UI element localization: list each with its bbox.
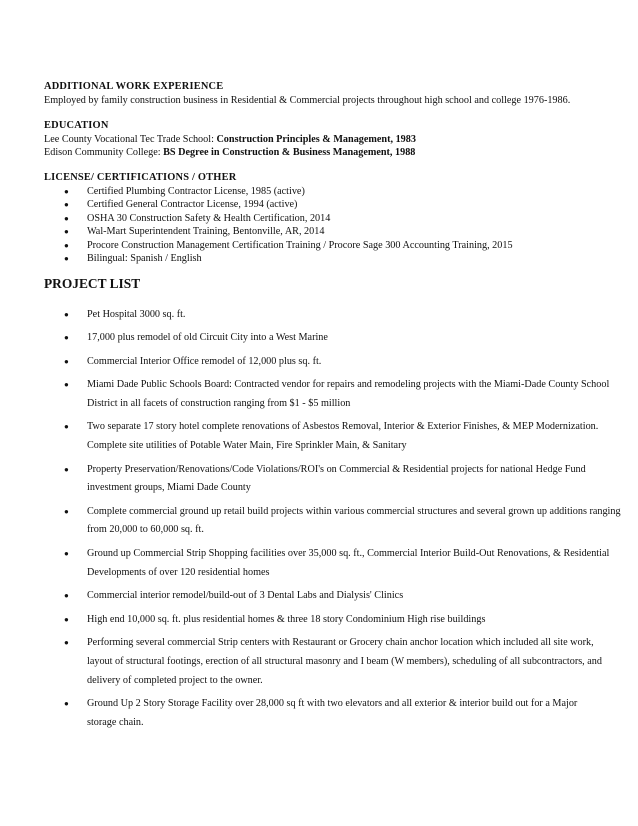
project-line: Complete site utilities of Potable Water Main, Fire Sprinkler Main, & Sanitary	[87, 440, 407, 452]
bullet-icon: ●	[64, 422, 69, 432]
list-item	[44, 198, 604, 212]
list-item	[44, 252, 604, 266]
project-item	[44, 418, 607, 455]
project-item	[44, 503, 621, 540]
project-line: Commercial interior remodel/build-out of 3 Dental Labs and Dialysis' Clinics	[87, 590, 404, 602]
project-item	[44, 329, 607, 348]
license-text: OSHA 30 Construction Safety & Health Certification, 2014	[87, 212, 331, 224]
project-line: investment groups, Miami Dade County	[87, 482, 251, 494]
license-text: Wal-Mart Superintendent Training, Bentonville, AR, 2014	[87, 226, 325, 237]
project-item	[44, 587, 607, 606]
project-item	[44, 376, 610, 413]
project-line: Complete commercial ground up retail build projects within various commercial structures and several grown up additions ranging	[87, 505, 621, 517]
education-section	[44, 119, 604, 160]
list-item	[44, 225, 604, 239]
bullet-icon: ●	[64, 614, 69, 624]
education-line-2	[44, 146, 604, 160]
licenses-section	[44, 171, 604, 266]
education-degree-2: BS Degree in Construction & Business Management, 1988	[163, 147, 416, 158]
bullet-icon: ●	[64, 309, 69, 319]
project-line: District in all facets of construction ranging from $1 - $5 million	[87, 397, 351, 409]
license-text: Certified General Contractor License, 1994 (active)	[87, 199, 298, 210]
project-line: Pet Hospital 3000 sq. ft.	[87, 308, 186, 320]
project-item	[44, 353, 607, 372]
project-line: Commercial Interior Office remodel of 12,000 plus sq. ft.	[87, 355, 322, 367]
bullet-icon: ●	[64, 506, 69, 516]
additional-work-text: Employed by family construction business in Residential & Commercial projects throughout high school and college 1976-1986.	[44, 95, 571, 106]
project-item	[44, 695, 607, 732]
bullet-icon: ●	[64, 200, 69, 209]
project-line: layout of structural footings, erection of all structural masonry and I beam (W members), scheduling of all subcontractors, and	[87, 656, 602, 667]
license-text: Certified Plumbing Contractor License, 1985 (active)	[87, 185, 305, 197]
resume-content	[44, 80, 621, 737]
education-school-2: Edison Community College:	[44, 147, 164, 158]
project-line: 17,000 plus remodel of old Circuit City into a West Marine	[87, 332, 328, 344]
education-school-1: Lee County Vocational Tec Trade School:	[44, 133, 217, 145]
project-line: Two separate 17 story hotel complete renovations of Asbestos Removal, Interior & Exterior Finishes, & MEP Modernization.	[87, 421, 599, 433]
bullet-icon: ●	[64, 254, 69, 263]
bullet-icon: ●	[64, 227, 69, 236]
education-degree-1: Construction Principles & Management, 1983	[216, 133, 416, 145]
bullet-icon: ●	[64, 699, 69, 709]
bullet-icon: ●	[64, 549, 69, 559]
education-heading: EDUCATION	[44, 119, 109, 131]
project-line: delivery of completed project to the owner.	[87, 674, 263, 686]
project-item	[44, 545, 610, 582]
bullet-icon: ●	[64, 380, 69, 390]
list-item	[44, 239, 604, 253]
bullet-icon: ●	[64, 638, 69, 648]
bullet-icon: ●	[64, 333, 69, 343]
project-line: Performing several commercial Strip centers with Restaurant or Grocery chain anchor location which included all site work,	[87, 637, 594, 649]
project-list	[44, 306, 621, 733]
project-item	[44, 611, 607, 630]
list-item	[44, 212, 604, 226]
project-item	[44, 306, 607, 325]
bullet-icon: ●	[64, 213, 69, 223]
additional-work-heading: ADDITIONAL WORK EXPERIENCE	[44, 81, 224, 92]
licenses-list	[44, 185, 604, 266]
list-item	[44, 185, 604, 199]
bullet-icon: ●	[64, 464, 69, 474]
project-list-heading: PROJECT LIST	[44, 275, 141, 291]
project-line: from 20,000 to 60,000 sq. ft.	[87, 524, 204, 536]
licenses-heading: LICENSE/ CERTIFICATIONS / OTHER	[44, 171, 237, 183]
project-line: Property Preservation/Renovations/Code Violations/ROI's on Commercial & Residential projects for national Hedge Fund	[87, 463, 586, 475]
license-text: Procore Construction Management Certification Training / Procore Sage 300 Accounting Training, 2015	[87, 239, 513, 251]
bullet-icon: ●	[64, 240, 69, 250]
bullet-icon: ●	[64, 591, 69, 601]
bullet-icon: ●	[64, 356, 69, 366]
additional-work-section	[44, 80, 604, 108]
education-line-1	[44, 133, 604, 147]
project-line: Developments of over 120 residential homes	[87, 566, 270, 578]
project-line: Ground up Commercial Strip Shopping facilities over 35,000 sq. ft., Commercial Interior Build-Out Renovations, & Residential	[87, 548, 610, 560]
project-item	[44, 461, 607, 498]
license-text: Bilingual: Spanish / English	[87, 253, 202, 264]
project-line: Miami Dade Public Schools Board: Contracted vendor for repairs and remodeling projects with the Miami-Dade County School	[87, 379, 610, 391]
project-line: storage chain.	[87, 716, 144, 728]
project-line: Ground Up 2 Story Storage Facility over 28,000 sq ft with two elevators and all exterior & interior build out for a Major	[87, 698, 578, 710]
project-line: High end 10,000 sq. ft. plus residential homes & three 18 story Condominium High rise buildings	[87, 613, 486, 625]
bullet-icon: ●	[64, 186, 69, 196]
project-item	[44, 634, 607, 690]
